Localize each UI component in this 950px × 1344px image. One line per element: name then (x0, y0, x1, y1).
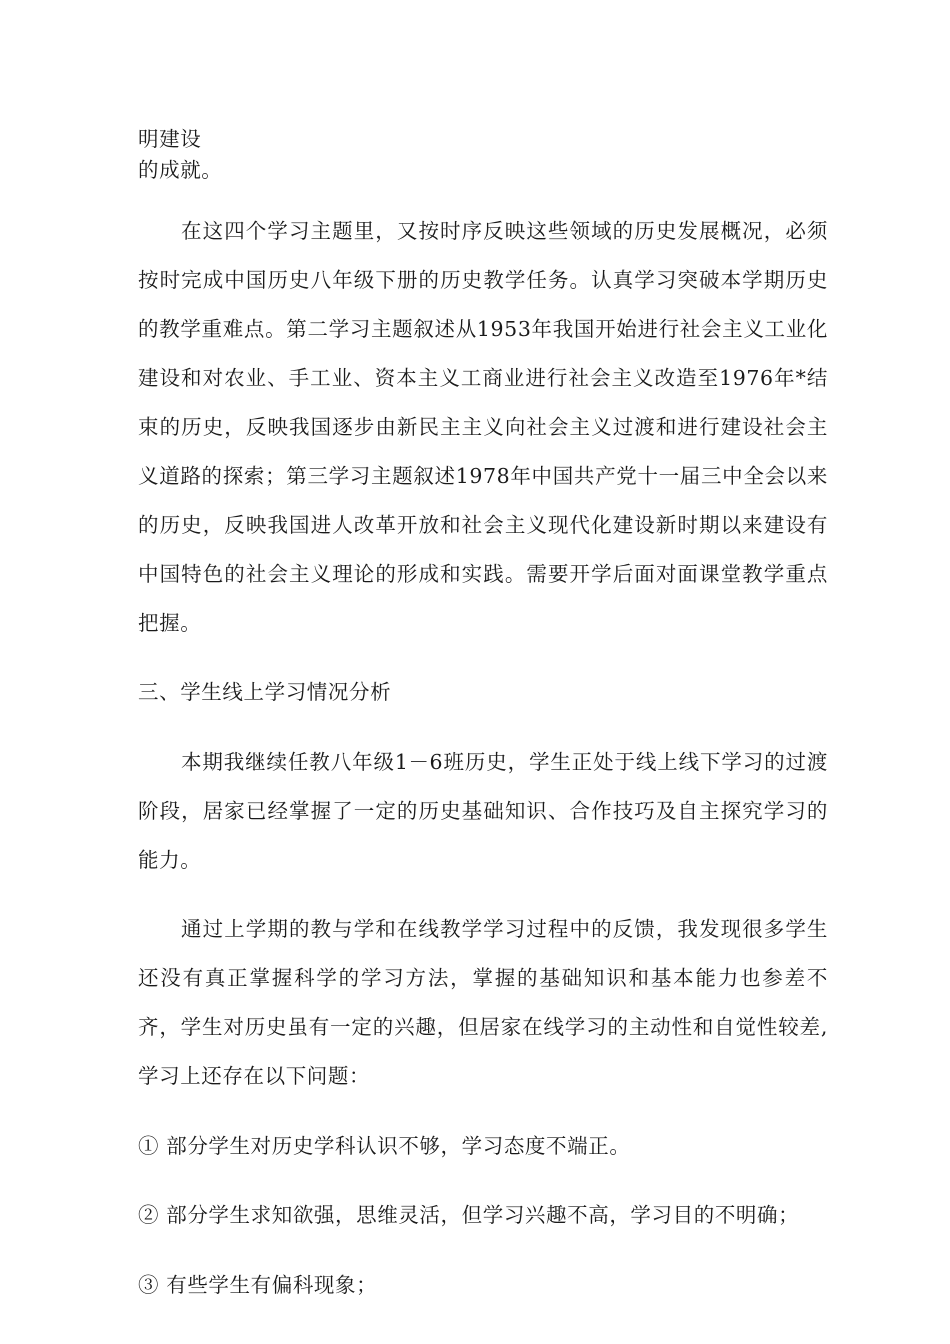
list-item: ③ 有些学生有偏科现象； (138, 1272, 378, 1297)
fragment-line: 的成就。 (138, 158, 223, 182)
list-item: ① 部分学生对历史学科认识不够，学习态度不端正。 (138, 1133, 631, 1158)
paragraph: 本期我继续任教八年级1－6班历史，学生正处于线上线下学习的过渡阶段，居家已经掌握了一定的历史基础知识、合作技巧及自主探究学习的能力。 (138, 749, 828, 872)
paragraph: 在这四个学习主题里，又按时序反映这些领域的历史发展概况，必须按时完成中国历史八年级下册的历史教学任务。认真学习突破本学期历史的教学重难点。第二学习主题叙述从1953年我国开始进行社会主义工业化建设和对农业、手工业、资本主义工商业进行社会主义改造至1976年*结束的历史，反映我国逐步由新民主主义向社会主义过渡和进行建设社会主义道路的探索；第三学习主题叙述1978年中国共产党十一届三中全会以来的历史，反映我国进人改革开放和社会主义现代化建设新时期以来建设有中国特色的社会主义理论的形成和实践。需要开学后面对面课堂教学重点把握。 (138, 218, 828, 635)
fragment-line: 明建设 (138, 127, 202, 151)
document-body (138, 124, 828, 1330)
section-heading: 三、学生线上学习情况分析 (138, 680, 392, 704)
paragraph: 通过上学期的教与学和在线教学学习过程中的反馈，我发现很多学生还没有真正掌握科学的学习方法，掌握的基础知识和基本能力也参差不齐，学生对历史虽有一定的兴趣，但居家在线学习的主动性和自觉性较差,学习上还存在以下问题： (138, 917, 828, 1088)
list-item: ② 部分学生求知欲强，思维灵活，但学习兴趣不高，学习目的不明确； (138, 1203, 800, 1227)
